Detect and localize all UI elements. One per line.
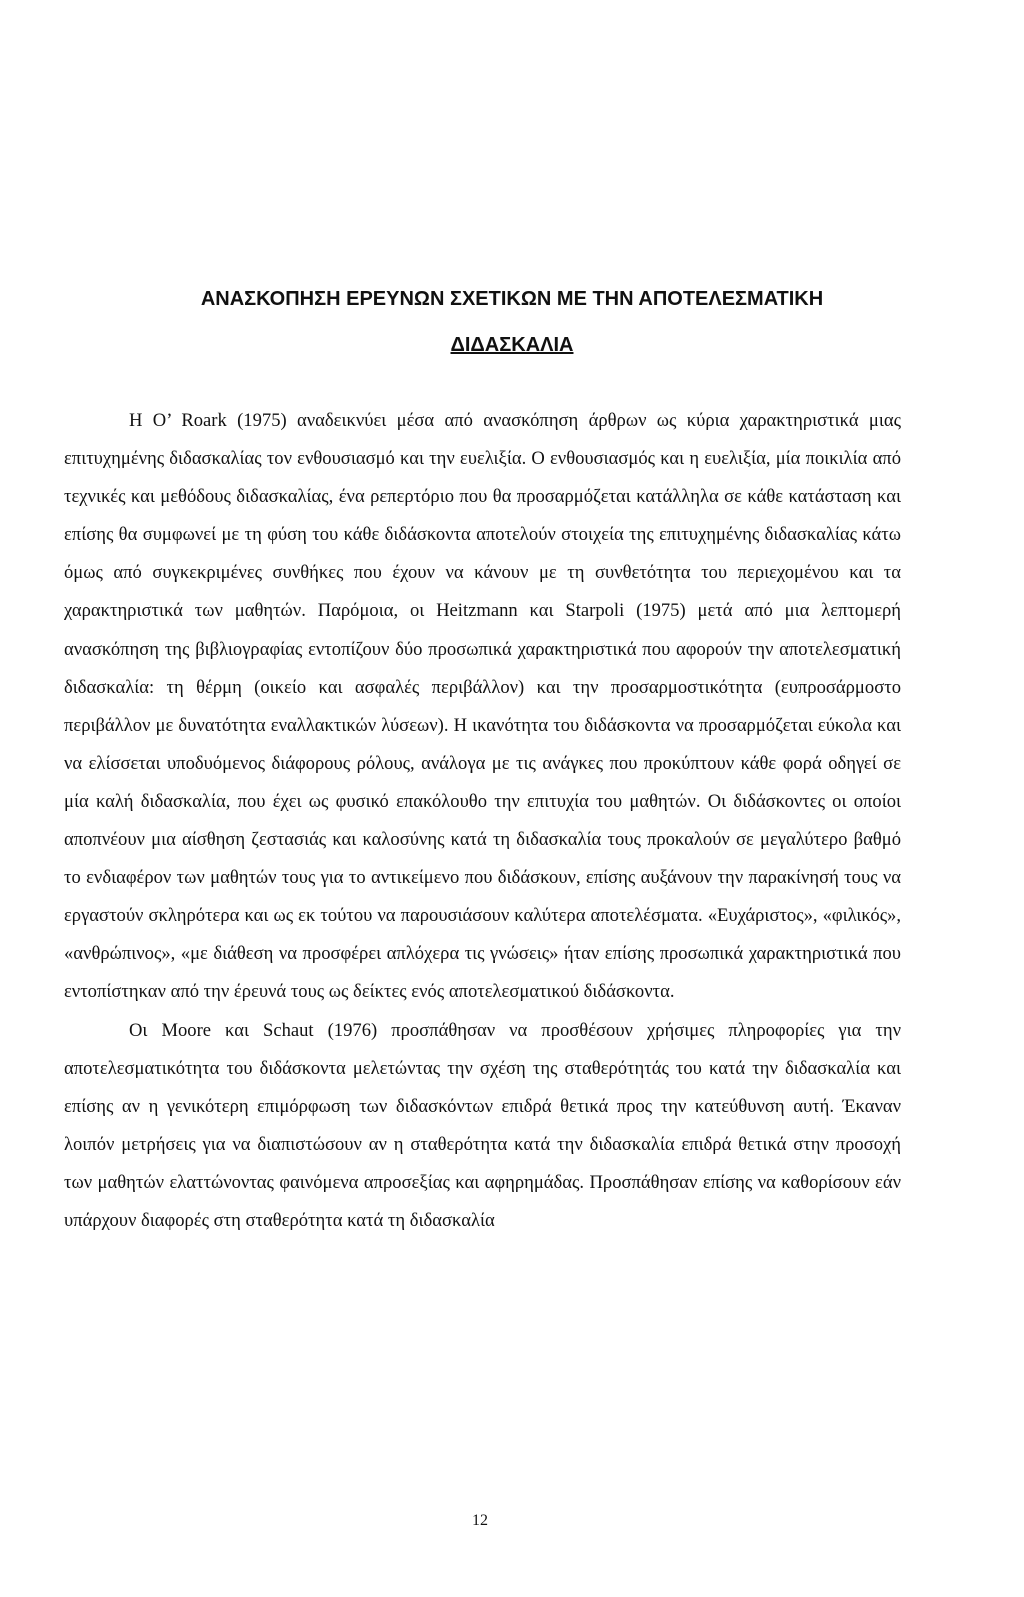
title-line-1: ΑΝΑΣΚΟΠΗΣΗ ΕΡΕΥΝΩΝ ΣΧΕΤΙΚΩΝ ΜΕ ΤΗΝ ΑΠΟΤΕΛΕΣΜΑΤΙΚΗ [200, 288, 824, 310]
section-title [60, 276, 964, 368]
paragraph-1: Η Ο’ Roark (1975) αναδεικνύει μέσα από ανασκόπηση άρθρων ως κύρια χαρακτηριστικά μιας επιτυχημένης διδασκαλίας τον ενθουσιασμό και την ευελιξία. Ο ενθουσιασμός και η ευελιξία, μία ποικιλία από τεχνικές και μεθόδους διδασκαλίας, ένα ρεπερτόριο που θα προσαρμόζεται κατάλληλα σε κάθε κατάσταση και επίσης θα συμφωνεί με τη φύση του κάθε διδάσκοντα αποτελούν στοιχεία της επιτυχημένης διδασκαλίας κάτω όμως από συγκεκριμένες συνθήκες που έχουν να κάνουν με τη συνθετότητα του περιεχομένου και τα χαρακτηριστικά των μαθητών. Παρόμοια, οι Heitzmann και Starpoli (1975) μετά από μια λεπτομερή ανασκόπηση της βιβλιογραφίας εντοπίζουν δύο προσωπικά χαρακτηριστικά που αφορούν την αποτελεσματική διδασκαλία: τη θέρμη (οικείο και ασφαλές περιβάλλον) και την προσαρμοστικότητα (ευπροσάρμοστο περιβάλλον με δυνατότητα εναλλακτικών λύσεων). Η ικανότητα του διδάσκοντα να προσαρμόζεται εύκολα και να ελίσσεται υποδυόμενος διάφορους ρόλους, ανάλογα με τις ανάγκες που προκύπτουν κάθε φορά οδηγεί σε μία καλή διδασκαλία, που έχει ως φυσικό επακόλουθο την επιτυχία του μαθητών. Οι διδάσκοντες οι οποίοι αποπνέουν μια αίσθηση ζεστασιάς και καλοσύνης κατά τη διδασκαλία τους προκαλούν σε μεγαλύτερο βαθμό το ενδιαφέρον των μαθητών τους για το αντικείμενο που διδάσκουν, επίσης αυξάνουν την παρακίνησή τους να εργαστούν σκληρότερα και ως εκ τούτου να παρουσιάσουν καλύτερα αποτελέσματα. «Ευχάριστος», «φιλικός», «ανθρώπινος», «με διάθεση να προσφέρει απλόχερα τις γνώσεις» ήταν επίσης προσωπικά χαρακτηριστικά που εντοπίστηκαν από την έρευνά τους ως δείκτες ενός αποτελεσματικού διδάσκοντα. [64, 410, 901, 1003]
paragraph-2: Οι Moore και Schaut (1976) προσπάθησαν να προσθέσουν χρήσιμες πληροφορίες για την αποτελεσματικότητα του διδάσκοντα μελετώντας την σχέση της σταθερότητάς του κατά την διδασκαλία και επίσης αν η γενικότερη επιμόρφωση των διδασκόντων επιδρά θετικά προς την κατεύθυνση αυτή. Έκαναν λοιπόν μετρήσεις για να διαπιστώσουν αν η σταθερότητα κατά την διδασκαλία επιδρά θετικά στην προσοχή των μαθητών ελαττώνοντας φαινόμενα απροσεξίας και αφηρημάδας. Προσπάθησαν επίσης να καθορίσουν εάν υπάρχουν διαφορές στη σταθερότητα κατά τη διδασκαλία [64, 1019, 901, 1231]
title-line-2: ΔΙΔΑΣΚΑΛΙΑ [450, 334, 574, 356]
body-text [64, 402, 901, 1240]
page-number: 12 [472, 1512, 488, 1529]
